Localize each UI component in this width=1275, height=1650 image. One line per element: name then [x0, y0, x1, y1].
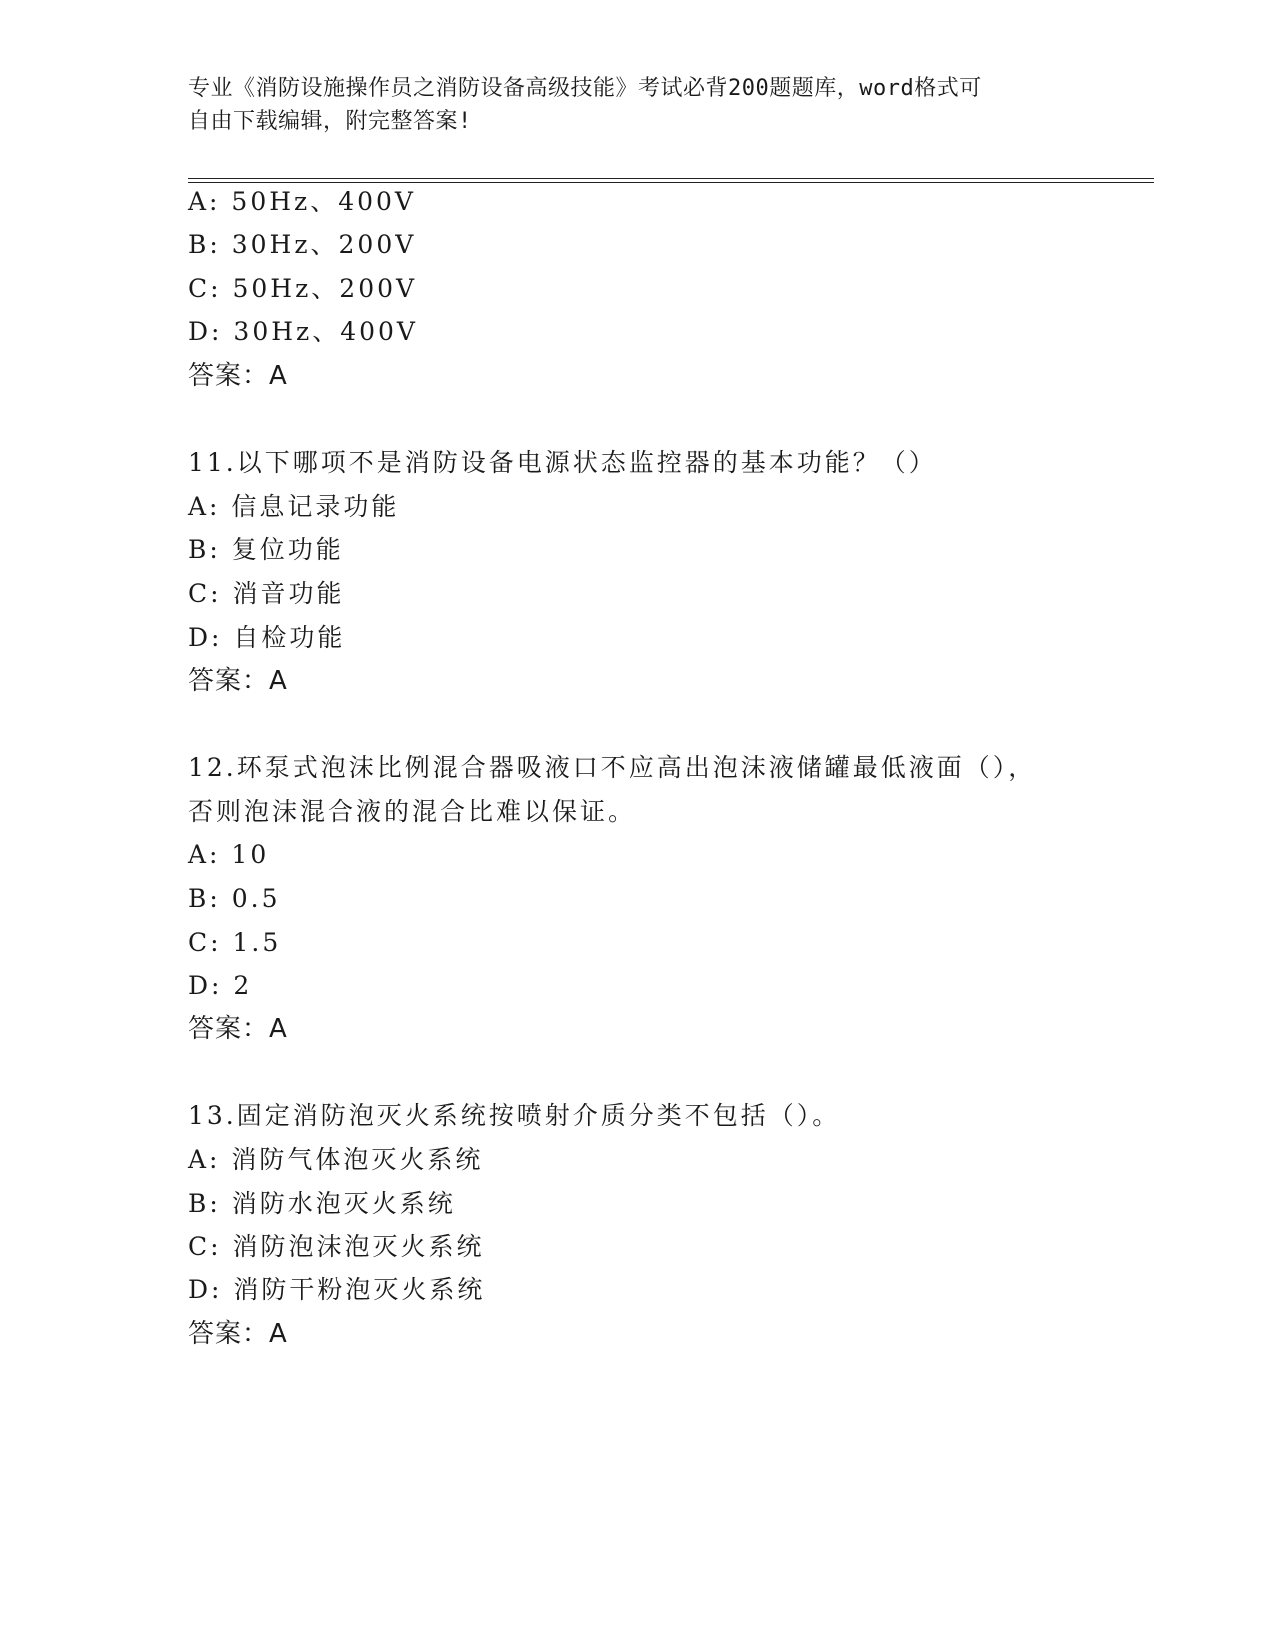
header-line-2: 自由下载编辑，附完整答案! — [188, 109, 472, 134]
q11-answer: 答案：A — [188, 666, 288, 696]
q11-option-c: C: 消音功能 — [188, 579, 345, 608]
q12-option-b: B: 0.5 — [188, 884, 281, 913]
q13-option-c: C: 消防泡沫泡灭火系统 — [188, 1232, 485, 1261]
q11-option-d: D: 自检功能 — [188, 623, 346, 652]
q12-option-a: A: 10 — [188, 840, 270, 869]
q13-option-d: D: 消防干粉泡灭火系统 — [188, 1275, 486, 1304]
q10-option-c: C: 50Hz、200V — [188, 274, 418, 303]
q10-option-d: D: 30Hz、400V — [188, 317, 418, 346]
q11-question: 11.以下哪项不是消防设备电源状态监控器的基本功能？（） — [188, 448, 937, 477]
q13-answer: 答案：A — [188, 1319, 288, 1349]
q12-option-d: D: 2 — [188, 971, 253, 1000]
document-header — [188, 72, 1088, 138]
header-divider — [188, 178, 1154, 183]
q10-option-b: B: 30Hz、200V — [188, 230, 417, 259]
q12-question-line-1: 12.环泵式泡沫比例混合器吸液口不应高出泡沫液储罐最低液面（）， — [188, 753, 1037, 782]
q10-answer: 答案：A — [188, 361, 288, 391]
q12-option-c: C: 1.5 — [188, 928, 282, 957]
q11-option-b: B: 复位功能 — [188, 535, 344, 564]
q12-answer: 答案：A — [188, 1014, 288, 1044]
q10-option-a: A: 50Hz、400V — [188, 187, 416, 216]
q12-question-line-2: 否则泡沫混合液的混合比难以保证。 — [188, 797, 637, 826]
header-line-1: 专业《消防设施操作员之消防设备高级技能》考试必背200题题库，word格式可 — [188, 76, 982, 101]
q13-option-b: B: 消防水泡灭火系统 — [188, 1189, 456, 1218]
q13-question: 13.固定消防泡灭火系统按喷射介质分类不包括（）。 — [188, 1101, 841, 1130]
q11-option-a: A: 信息记录功能 — [188, 492, 400, 521]
q13-option-a: A: 消防气体泡灭火系统 — [188, 1145, 484, 1174]
